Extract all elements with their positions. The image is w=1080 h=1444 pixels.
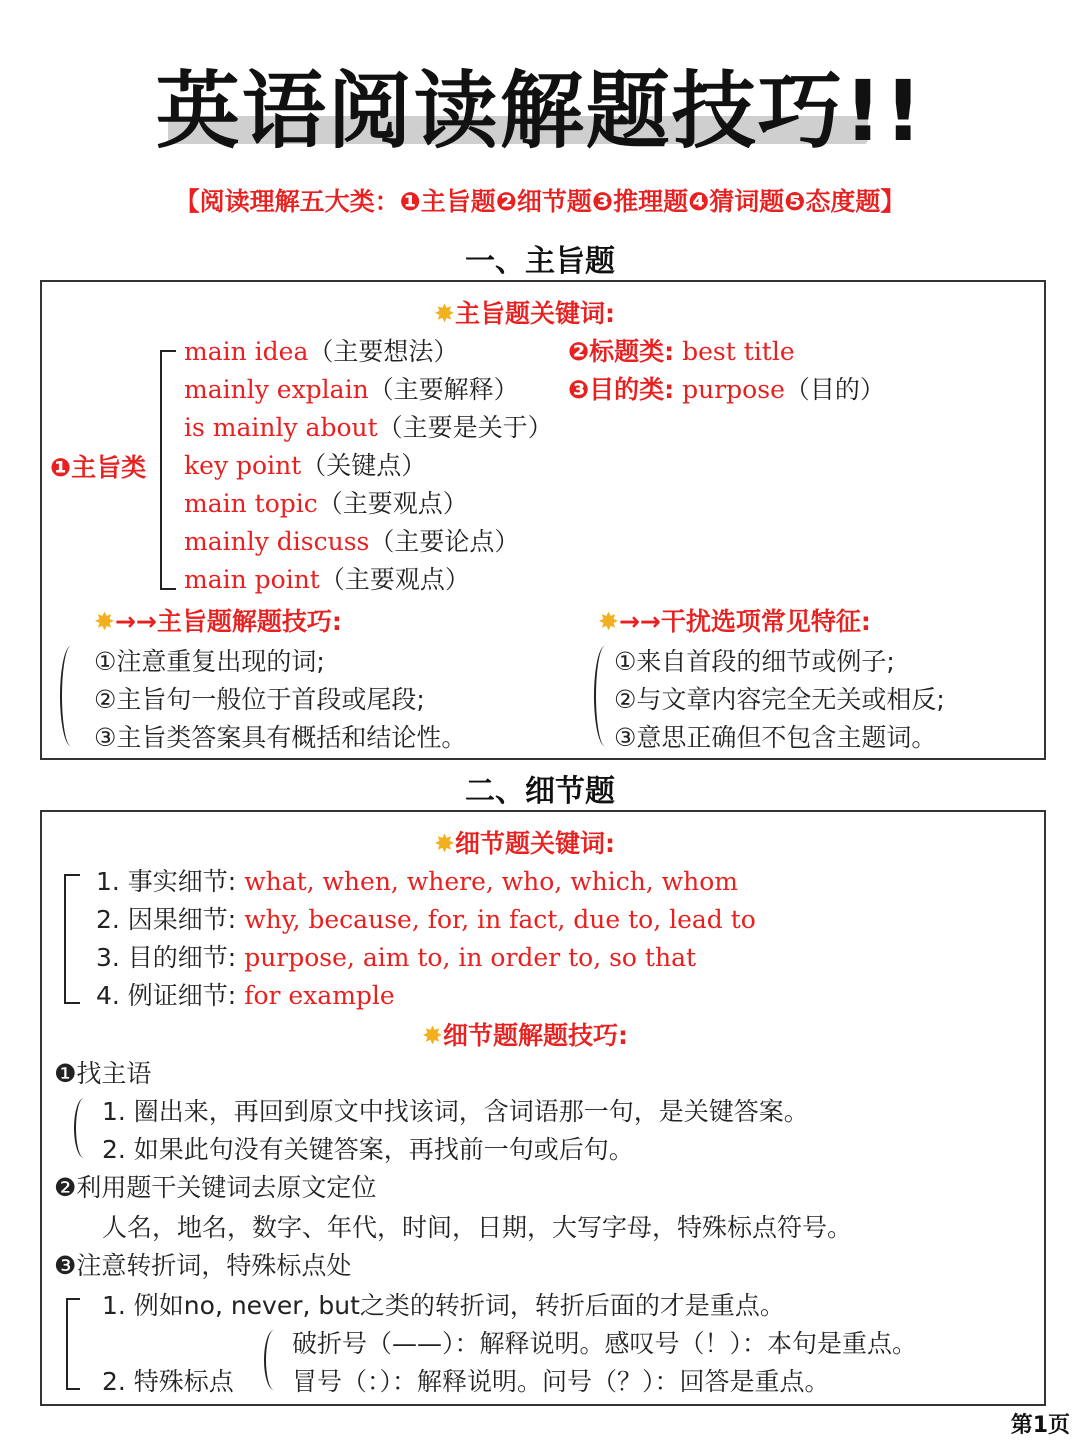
step3-item: 1. 例如no, never, but之类的转折词，转折后面的才是重点。: [102, 1291, 785, 1320]
main-idea-tips-title: ✸→→主旨题解题技巧:: [94, 607, 342, 636]
distractor-item: ③意思正确但不包含主题词。: [614, 723, 937, 752]
tip-item: ③主旨类答案具有概括和结论性。: [94, 723, 467, 752]
step1-item: 2. 如果此句没有关键答案，再找前一句或后句。: [102, 1135, 634, 1164]
detail-row: 4. 例证细节: for example: [96, 981, 395, 1010]
keyword-row: is mainly about（主要是关于）: [184, 413, 553, 442]
keyword-row: main topic（主要观点）: [184, 489, 468, 518]
step3-title: ❸注意转折词，特殊标点处: [54, 1251, 352, 1280]
step1-paren: [74, 1098, 94, 1158]
sparkle-icon: ✸: [598, 607, 619, 636]
step1-item: 1. 圈出来，再回到原文中找该词，含词语那一句，是关键答案。: [102, 1097, 809, 1126]
keyword-row: mainly explain（主要解释）: [184, 375, 519, 404]
tip-item: ①注意重复出现的词;: [94, 647, 325, 676]
distractor-item: ①来自首段的细节或例子;: [614, 647, 895, 676]
detail-keywords-title: ✸细节题关键词:: [434, 829, 615, 858]
sparkle-icon: ✸: [422, 1021, 443, 1050]
main-idea-box: [40, 280, 1046, 760]
title-category-row: ❷标题类: best title: [568, 337, 795, 366]
keyword-row: main idea（主要想法）: [184, 337, 459, 366]
sparkle-icon: ✸: [434, 829, 455, 858]
distractor-paren: [594, 646, 616, 746]
section-heading-main-idea: 一、主旨题: [465, 244, 615, 279]
detail-tips-title: ✸细节题解题技巧:: [422, 1021, 628, 1050]
detail-row: 1. 事实细节: what, when, where, who, which, whom: [96, 867, 738, 896]
sparkle-icon: ✸: [94, 607, 115, 636]
keyword-row: main point（主要观点）: [184, 565, 470, 594]
main-idea-bracket: [160, 350, 176, 590]
tips-paren: [60, 646, 82, 746]
detail-bracket: [64, 874, 80, 1004]
punct-item: 冒号（：）：解释说明。问号（？）：回答是重点。: [292, 1367, 830, 1396]
detail-row: 2. 因果细节: why, because, for, in fact, due to, lead to: [96, 905, 756, 934]
detail-box: [40, 810, 1046, 1406]
step1-title: ❶找主语: [54, 1059, 152, 1088]
sparkle-icon: ✸: [434, 299, 455, 328]
detail-row: 3. 目的细节: purpose, aim to, in order to, so that: [96, 943, 697, 972]
step2-title: ❷利用题干关键词去原文定位: [54, 1173, 377, 1202]
keyword-row: key point（关键点）: [184, 451, 427, 480]
page-title: 英语阅读解题技巧!!: [155, 62, 925, 160]
distractor-item: ②与文章内容完全无关或相反;: [614, 685, 945, 714]
section-heading-detail: 二、细节题: [465, 774, 615, 809]
categories-subtitle: 【阅读理解五大类：❶主旨题❷细节题❸推理题❹猜词题❺态度题】: [174, 187, 906, 216]
keyword-row: mainly discuss（主要论点）: [184, 527, 520, 556]
step3-bracket: [66, 1298, 80, 1390]
step3-item: 2. 特殊标点: [102, 1367, 234, 1396]
main-idea-keywords-title: ✸主旨题关键词:: [434, 299, 615, 328]
step2-text: 人名，地名，数字、年代，时间，日期，大写字母，特殊标点符号。: [102, 1213, 853, 1242]
page-number: 第1页: [1010, 1413, 1070, 1438]
distractor-title: ✸→→干扰选项常见特征:: [598, 607, 871, 636]
punct-item: 破折号（——）：解释说明。感叹号（！）：本句是重点。: [292, 1329, 918, 1358]
purpose-category-row: ❸目的类: purpose（目的）: [568, 375, 885, 404]
tip-item: ②主旨句一般位于首段或尾段;: [94, 685, 425, 714]
punct-paren: [264, 1330, 284, 1390]
main-idea-category-label: ❶主旨类: [50, 453, 147, 482]
